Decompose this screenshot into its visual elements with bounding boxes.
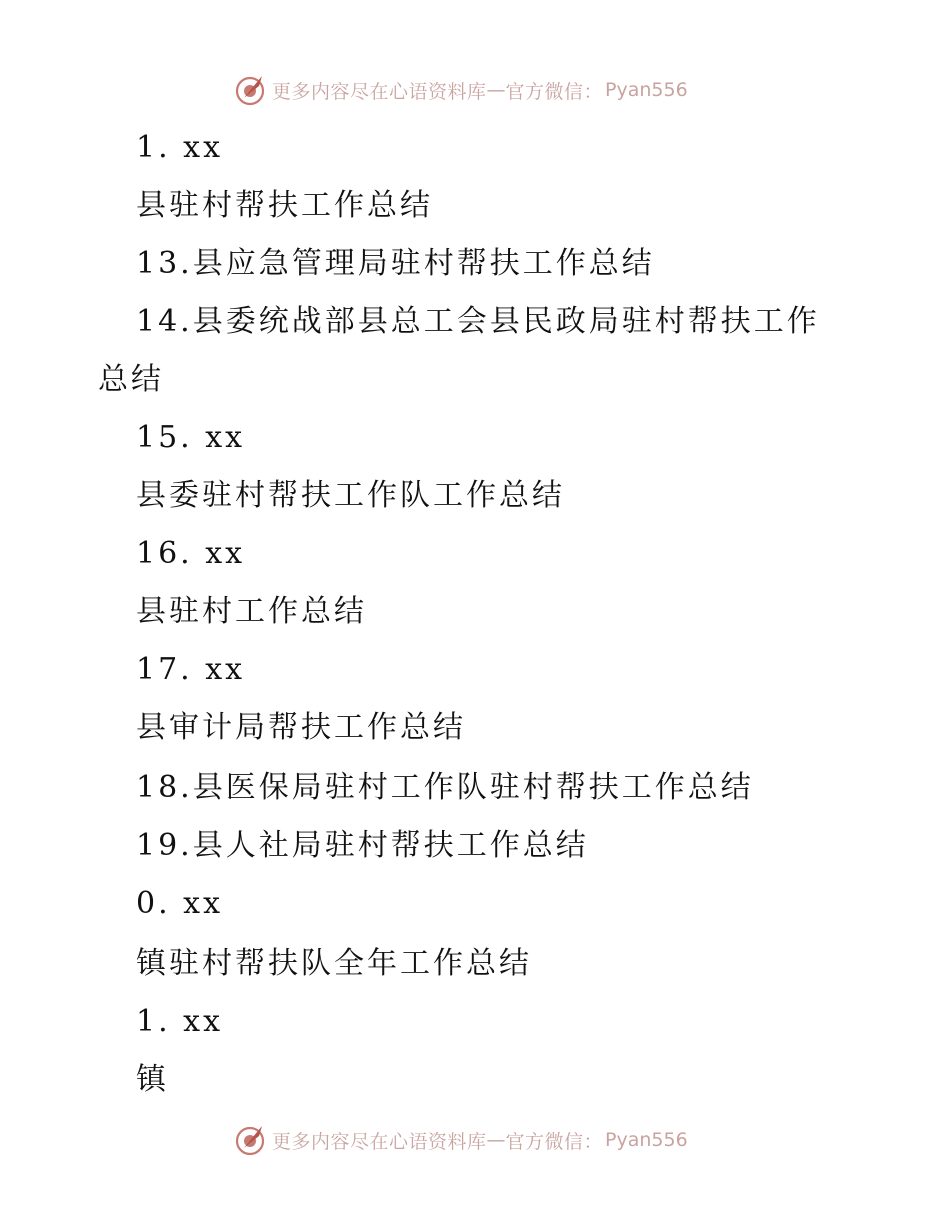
list-item: 县驻村帮扶工作总结 (136, 188, 433, 223)
list-item: 县委驻村帮扶工作队工作总结 (136, 478, 565, 513)
list-item: 16. xx (136, 536, 246, 571)
quill-seal-icon (232, 1122, 268, 1158)
quill-seal-icon (232, 72, 268, 108)
list-item: 14.县委统战部县总工会县民政局驻村帮扶工作 (136, 304, 820, 339)
header-watermark (232, 72, 688, 108)
watermark-dash: — (486, 79, 506, 101)
list-item: 15. xx (136, 420, 246, 455)
watermark-handle: Pyan556 (605, 1129, 688, 1151)
list-item: 镇驻村帮扶队全年工作总结 (136, 946, 532, 981)
list-item: 18.县医保局驻村工作队驻村帮扶工作总结 (136, 770, 754, 805)
list-item: 0. xx (136, 886, 223, 921)
list-item: 县审计局帮扶工作总结 (136, 710, 466, 745)
watermark-dash: — (486, 1129, 506, 1151)
list-item: 县驻村工作总结 (136, 594, 367, 629)
watermark-text: 更多内容尽在心语资料库 (272, 1130, 487, 1153)
watermark-text: 更多内容尽在心语资料库 (272, 80, 487, 103)
watermark-label: 官方微信： (505, 80, 604, 103)
list-item: 总结 (98, 362, 164, 397)
list-item: 1. xx (136, 130, 223, 165)
watermark-label: 官方微信： (505, 1130, 604, 1153)
footer-watermark (232, 1122, 688, 1158)
list-item: 13.县应急管理局驻村帮扶工作总结 (136, 246, 655, 281)
list-item: 1. xx (136, 1004, 223, 1039)
list-item: 19.县人社局驻村帮扶工作总结 (136, 828, 589, 863)
list-item: 镇 (136, 1062, 169, 1097)
watermark-handle: Pyan556 (605, 79, 688, 101)
list-item: 17. xx (136, 652, 246, 687)
